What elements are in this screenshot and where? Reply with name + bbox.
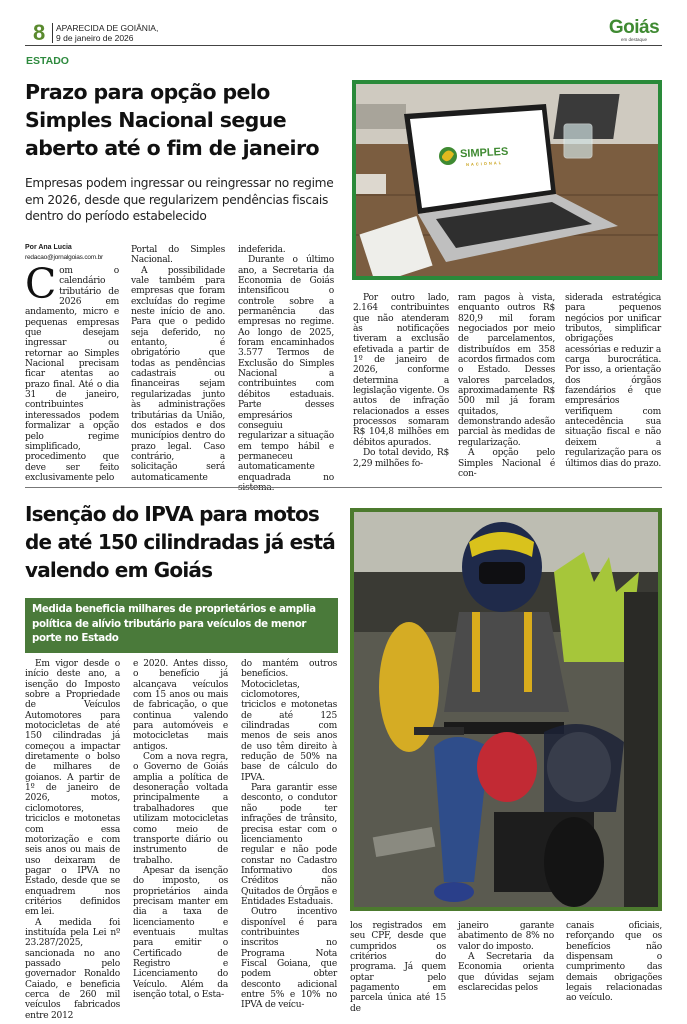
article1-column-3: [238, 245, 334, 493]
paragraph: canais oficiais, reforçando que os benefícios não dispensam o cumprimento das demais obrigações legais relacionadas ao veículo.: [566, 921, 662, 1004]
logo-subtitle: em destaque: [620, 37, 648, 42]
paragraph: Com a nova regra, o Governo de Goiás amplia a política de desoneração voltada principalmente a trabalhadores que utilizam motocicletas como meio de transporte diário ou instrumento de trabalho.: [133, 752, 228, 866]
author-email: redacao@jornalgoias.com.br: [25, 254, 103, 261]
paragraph: siderada estratégica para pequenos negócios por unificar tributos, simplificar obrigações acessórias e reduzir a carga burocrática. Por isso, a orientação dos órgãos fazendários é que empresários verifiquem com antecedência sua situação fiscal e não deixem a regularização para os últimos dias do prazo.: [565, 293, 661, 469]
paragraph: A Secretaria da Economia orienta que dúvidas sejam esclarecidas pelos: [458, 952, 554, 994]
article1-headline: Prazo para opção pelo Simples Nacional segue aberto até o fim de janeiro: [25, 80, 319, 160]
page-number: 8: [33, 20, 46, 45]
paragraph: Durante o último ano, a Secretaria da Economia de Goiás intensificou o controle sobre a permanência das empresas no regime. Ao longo de 2025, foram encaminhados 3.577 Termos de Exclusão do Simples Nacional a contribuintes com débitos estaduais. Parte desses empresários conseguiu regularizar a situação em tempo hábil e permaneceu automaticamente enquadrada no: [238, 255, 334, 483]
article2-headline: Isenção do IPVA para motos de até 150 cilindradas já está valendo em Goiás: [25, 502, 335, 582]
paragraph: los registrados em seu CPF, desde que cumpridos os critérios do programa. Já quem optar pelo pagamento em parcela única até 15 de: [350, 921, 446, 1014]
paragraph: indeferida.: [238, 245, 286, 255]
paragraph: A opção pelo Simples Nacional é con-: [458, 448, 555, 479]
dropcap: C: [25, 260, 57, 308]
paragraph: Em vigor desde o início deste ano, a isenção do Imposto sobre a Propriedade de Veículos Automotores para motocicletas de até 150 cilindradas já começou a impactar diretamente o bolso de milhares de goianos. A partir de 1º de janeiro de 2026, motos, ciclomotores, triciclos e motonetas com essa motorização e com seis anos ou mais de uso deixaram de pagar o IPVA no Estado, desde que se enquadrem nos critérios definidos em lei.: [25, 659, 120, 918]
paragraph: e 2020. Antes disso, o benefício já alcançava veículos com 15 anos ou mais de fabricação, o que continua valendo para automóveis e motocicletas mais antigos.: [133, 659, 228, 752]
article2-column-2: [133, 659, 228, 1000]
article2-column-5: [458, 921, 554, 993]
paragraph: Do total devido, R$ 2,29 milhões fo-: [353, 448, 449, 469]
logo-wordmark: Goiás: [608, 17, 660, 38]
article1-column-6: [565, 293, 661, 469]
article2-subtitle-box: Medida beneficia milhares de proprietários e amplia política de alívio tributário para veículos de menor porte no Estado: [25, 598, 338, 653]
motorcycle-illustration: [354, 512, 658, 907]
paragraph: Por outro lado, 2.164 contribuintes que não atenderam às notificações tiveram a exclusão efetivada a partir de 1º de janeiro de 2026, conforme determina a legislação vigente. Os autos de infração relacionados a esses processos somaram R$ 104,8 milhões em débitos apurados.: [353, 293, 449, 448]
paragraph: janeiro garante abatimento de 8% no valor do imposto.: [458, 921, 554, 952]
author-name: Por Ana Lucia: [25, 244, 72, 251]
edition-date: 9 de janeiro de 2026: [56, 33, 134, 43]
edition-city: APARECIDA DE GOIÂNIA,: [56, 23, 159, 33]
paragraph: ram pagos à vista, enquanto outros R$ 820,9 mil foram negociados por meio de parcelamentos, distribuídos em 358 acordos firmados com o Estado. Desses valores parcelados, aproximadamente R$ 500 mil já foram quitados, demonstrando adesão parcial às medidas de regularização.: [458, 293, 555, 448]
section-label: ESTADO: [26, 55, 69, 67]
article2-column-4: [350, 921, 446, 1014]
simples-logo-sub: NACIONAL: [465, 160, 504, 167]
newspaper-logo: [606, 18, 662, 42]
article2-column-6: [566, 921, 662, 1004]
article2-column-3: [241, 659, 337, 1011]
page-header: [25, 17, 662, 46]
edition-info: [52, 23, 158, 43]
paragraph: Portal do Simples Nacional.: [131, 245, 225, 266]
article1-column-5: [458, 293, 555, 479]
article1-column-4: [353, 293, 449, 469]
paragraph: Para garantir esse desconto, o condutor não pode ter infrações de trânsito, precisa estar com o licenciamento regular e não pode constar no Cadastro Informativo dos Créditos não Quitados de Órgãos e Entidades Estaduais.: [241, 783, 337, 907]
article1-column-1: [25, 260, 119, 483]
paragraph: Outro incentivo disponível é para contribuintes inscritos no Programa Nota Fiscal Goiana, que podem obter desconto adicional entre 5% e 10% no IPVA de veícu-: [241, 907, 337, 1011]
article1-photo-laptop: [352, 80, 662, 280]
section-divider: [25, 487, 662, 488]
laptop-illustration: [356, 84, 658, 276]
paragraph: A possibilidade vale também para empresas que foram excluídas do regime neste início de ano. Para que o pedido seja deferido, no entanto, é obrigatório que todas as pendências cadastrais ou financeiras sejam regularizadas junto às administrações tributárias da União, dos estados e dos municípios dentro do prazo legal. Caso contrário, a solicitação será automaticamente: [131, 265, 225, 483]
simples-logo-main: SIMPLES: [459, 145, 509, 161]
article1-column-2: [131, 245, 225, 483]
article2-column-1: [25, 659, 120, 1021]
paragraph: do mantém outros benefícios. Motocicletas, ciclomotores, triciclos e motonetas de até 125 cilindradas com menos de seis anos de uso têm direito à redução de 50% na base de cálculo do IPVA.: [241, 659, 337, 783]
article1-deck: Empresas podem ingressar ou reingressar no regime em 2026, desde que regularizem pendências fiscais dentro do período estabelecido: [25, 176, 334, 223]
paragraph: om o calendário tributário de 2026 em andamento, micro e pequenas empresas que desejam ingressar ou retornar ao Simples Nacional precisam ficar atentas ao prazo final. Até o dia 31 de janeiro, contribuintes interessados podem formalizar a opção pelo regime simplificado, procedimento que deve ser feito exclusivamente pelo: [25, 266, 119, 483]
paragraph: Apesar da isenção do imposto, os proprietários ainda precisam manter em dia a taxa de licenciamento e eventuais multas para emitir o Certificado de Registro e Licenciamento do Veículo. Além da isenção total, o Esta-: [133, 865, 228, 1000]
article2-photo-motorcycle: [350, 508, 662, 911]
paragraph: A medida foi instituída pela Lei nº 23.287/2025, sancionada no ano passado pelo governador Ronaldo Caiado, e beneficia cerca de 260 mil veículos fabricados entre 2012: [25, 917, 120, 1021]
